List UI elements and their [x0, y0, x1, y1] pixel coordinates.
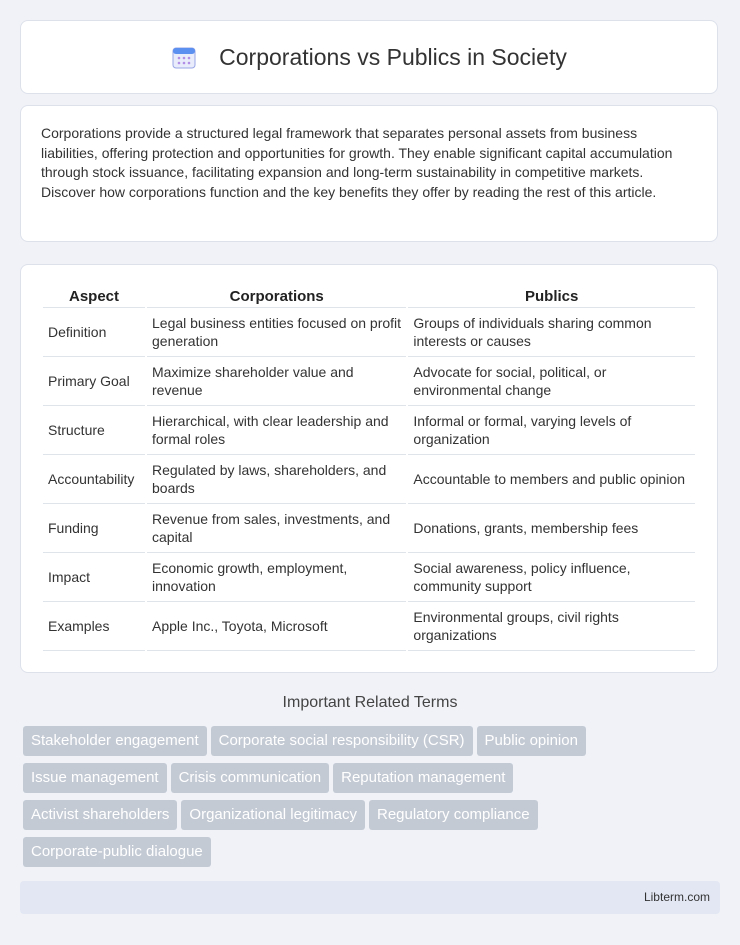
related-term-tag[interactable]: Regulatory compliance [369, 800, 538, 830]
publics-cell: Informal or formal, varying levels of organization [408, 406, 695, 455]
aspect-cell: Primary Goal [43, 357, 145, 406]
footer [20, 881, 720, 914]
footer-site-link[interactable]: Libterm.com [643, 890, 710, 904]
calendar-icon [171, 44, 197, 70]
aspect-cell: Impact [43, 553, 145, 602]
intro-text: Corporations provide a structured legal framework that separates personal assets from business liabilities, offering protection and opportunities for growth. They enable significant capital accumulation through stock issuance, facilitating expansion and long-term sustainability in competitive markets. Discover how corporations function and the key benefits they offer by reading the rest of this article. [41, 125, 673, 200]
corporations-cell: Revenue from sales, investments, and capital [147, 504, 406, 553]
table-row [43, 308, 695, 357]
aspect-cell: Examples [43, 602, 145, 651]
column-header-aspect: Aspect [43, 285, 145, 308]
publics-cell: Environmental groups, civil rights organizations [408, 602, 695, 651]
corporations-cell: Legal business entities focused on profit generation [147, 308, 406, 357]
related-term-tag[interactable]: Public opinion [477, 726, 586, 756]
column-header-publics: Publics [408, 285, 695, 308]
corporations-cell: Maximize shareholder value and revenue [147, 357, 406, 406]
comparison-table [41, 285, 697, 651]
related-term-tag[interactable]: Organizational legitimacy [181, 800, 365, 830]
table-row [43, 504, 695, 553]
table-header-row [43, 285, 695, 308]
corporations-cell: Apple Inc., Toyota, Microsoft [147, 602, 406, 651]
page-title: Corporations vs Publics in Society [219, 43, 567, 70]
aspect-cell: Definition [43, 308, 145, 357]
table-row [43, 455, 695, 504]
corporations-cell: Hierarchical, with clear leadership and formal roles [147, 406, 406, 455]
related-terms-list [23, 726, 723, 874]
table-row [43, 553, 695, 602]
corporations-cell: Regulated by laws, shareholders, and boards [147, 455, 406, 504]
table-row [43, 406, 695, 455]
intro-card [20, 105, 718, 242]
publics-cell: Donations, grants, membership fees [408, 504, 695, 553]
related-terms-title: Important Related Terms [282, 694, 458, 711]
corporations-cell: Economic growth, employment, innovation [147, 553, 406, 602]
aspect-cell: Accountability [43, 455, 145, 504]
aspect-cell: Structure [43, 406, 145, 455]
publics-cell: Accountable to members and public opinion [408, 455, 695, 504]
related-term-tag[interactable]: Issue management [23, 763, 167, 793]
related-term-tag[interactable]: Crisis communication [171, 763, 330, 793]
header-card [20, 20, 718, 94]
publics-cell: Groups of individuals sharing common interests or causes [408, 308, 695, 357]
related-term-tag[interactable]: Corporate-public dialogue [23, 837, 211, 867]
aspect-cell: Funding [43, 504, 145, 553]
related-term-tag[interactable]: Activist shareholders [23, 800, 177, 830]
column-header-corporations: Corporations [147, 285, 406, 308]
table-row [43, 602, 695, 651]
publics-cell: Social awareness, policy influence, community support [408, 553, 695, 602]
related-term-tag[interactable]: Corporate social responsibility (CSR) [211, 726, 473, 756]
publics-cell: Advocate for social, political, or environmental change [408, 357, 695, 406]
comparison-table-card [20, 264, 718, 673]
table-row [43, 357, 695, 406]
related-term-tag[interactable]: Stakeholder engagement [23, 726, 207, 756]
related-term-tag[interactable]: Reputation management [333, 763, 513, 793]
